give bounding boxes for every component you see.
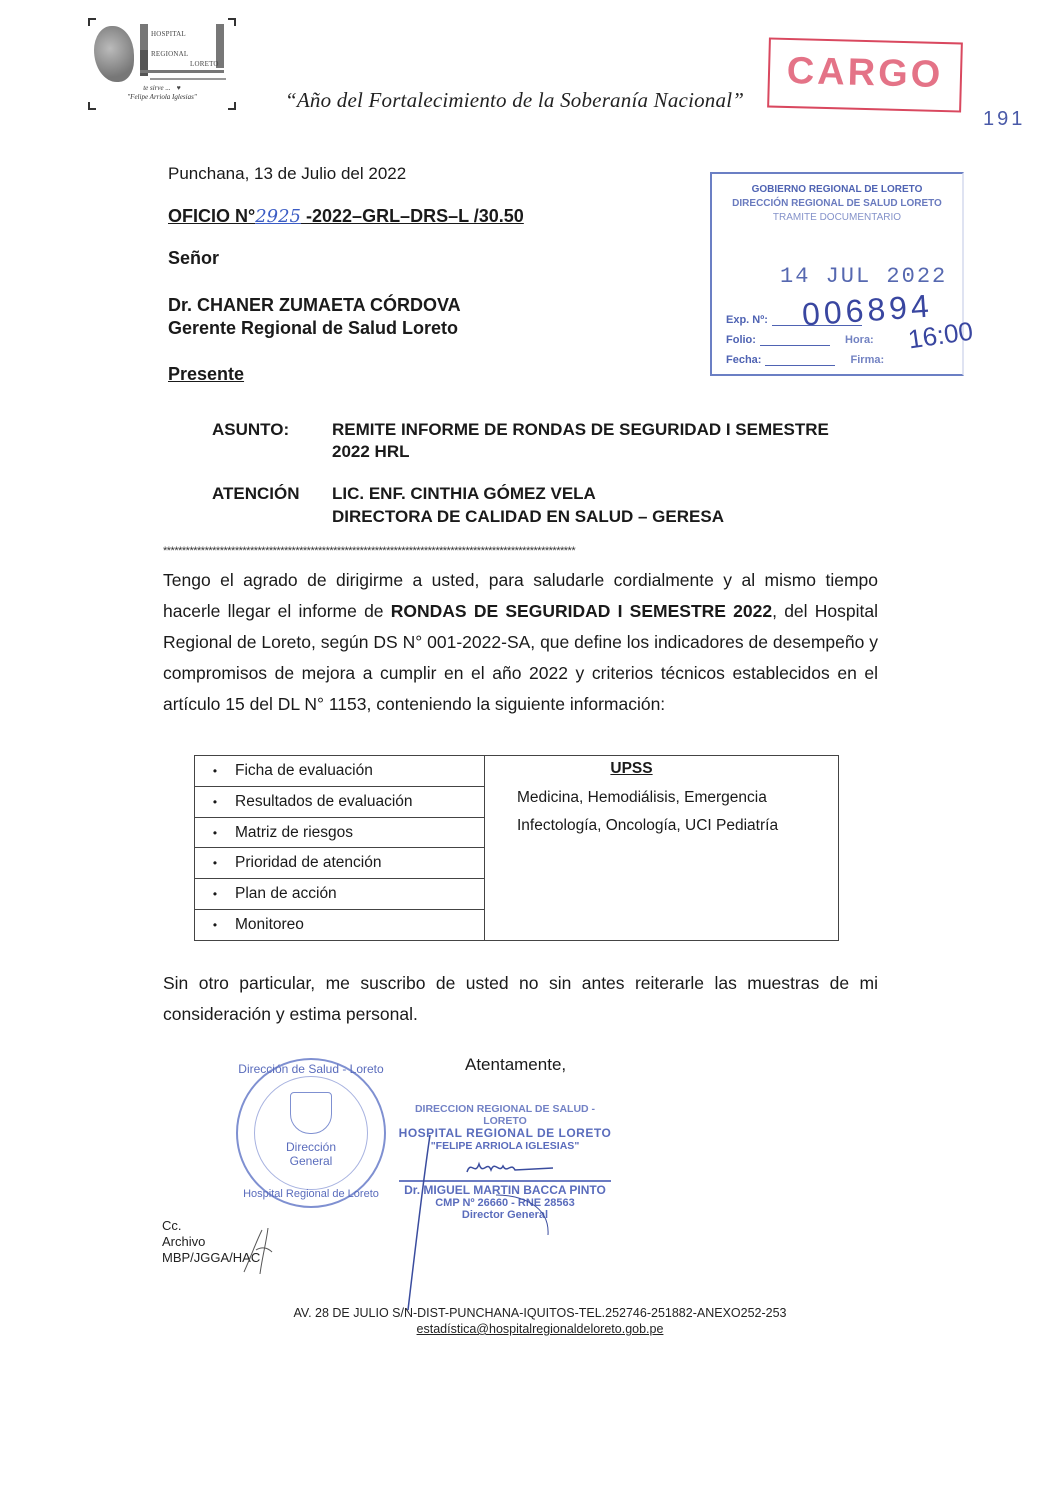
signature-stamp-line1: DIRECCION REGIONAL DE SALUD - LORETO <box>414 1103 596 1127</box>
cargo-stamp-text: CARGO <box>786 49 944 97</box>
logo-text: LORETO <box>190 60 219 68</box>
body-paragraph <box>163 565 878 720</box>
bullet-icon: • <box>212 856 218 871</box>
oficio-number-handwritten: 2925 <box>255 206 302 227</box>
exp-row <box>726 314 862 326</box>
reception-stamp <box>710 172 975 376</box>
seal-arc-bottom: Hospital Regional de Loreto <box>243 1188 379 1200</box>
body-text-part1: Tengo el agrado de dirigirme a usted, para saludarle cordialmente y al mismo tiempo hacerle llegar el informe de <box>163 570 878 621</box>
list-item-label: Plan de acción <box>235 885 337 903</box>
cc-label: Cc. <box>162 1218 182 1233</box>
asunto-label: ASUNTO: <box>212 420 290 439</box>
hora-label: Hora: <box>845 334 874 346</box>
oficio-prefix: OFICIO N° <box>168 206 256 226</box>
list-item <box>195 787 484 818</box>
contents-table <box>194 755 839 941</box>
bullet-icon: • <box>212 887 218 902</box>
initials-scribble-icon <box>238 1228 278 1278</box>
logo-text: REGIONAL <box>151 50 189 58</box>
list-item-label: Ficha de evaluación <box>235 761 373 779</box>
reception-stamp-line3: TRAMITE DOCUMENTARIO <box>772 212 902 223</box>
signature-stamp-line3: "FELIPE ARRIOLA IGLESIAS" <box>430 1140 580 1152</box>
reception-stamp-line2: DIRECCIÓN REGIONAL DE SALUD LORETO <box>732 198 942 209</box>
coat-of-arms-icon <box>290 1092 332 1134</box>
seal-arc-top: Dirección de Salud - Loreto <box>238 1062 384 1076</box>
fecha-label: Fecha: <box>726 354 762 366</box>
separator-line: ************************************************************************************************************* <box>163 545 576 557</box>
list-item <box>195 818 484 849</box>
upss-line: Medicina, Hemodiálisis, Emergencia <box>517 789 767 806</box>
logo-corner <box>228 102 236 110</box>
oficio-reference <box>168 205 524 228</box>
upss-header: UPSS <box>610 760 653 777</box>
place-date: Punchana, 13 de Julio del 2022 <box>168 164 407 183</box>
list-item <box>195 910 484 940</box>
salutation: Señor <box>168 248 220 268</box>
recipient-name: Dr. CHANER ZUMAETA CÓRDOVA <box>168 295 461 315</box>
cargo-stamp <box>767 37 963 112</box>
official-round-seal <box>236 1058 386 1208</box>
bullet-icon: • <box>212 763 218 778</box>
heart-icon: ♥ <box>176 84 181 92</box>
footer-email-link[interactable]: estadística@hospitalregionaldeloreto.gob.pe <box>416 1322 664 1336</box>
logo-corner <box>88 102 96 110</box>
logo-hrl-mark <box>140 24 226 80</box>
oficio-suffix: -2022–GRL–DRS–L /30.50 <box>301 206 524 226</box>
asunto-line2: 2022 HRL <box>332 442 410 461</box>
hora-value: 16:00 <box>906 315 975 355</box>
list-item <box>195 848 484 879</box>
exp-label: Exp. Nº: <box>726 314 768 326</box>
footer <box>0 1305 1058 1337</box>
presente-label: Presente <box>168 364 245 384</box>
reception-stamp-line1: GOBIERNO REGIONAL DE LORETO <box>751 184 923 195</box>
body-text-part2: , del Hospital Regional de Loreto, según DS N° 001-2022-SA, que define los indicadores de desempeño y compromisos de mejora a cumplir en el año 2022 y criterios técnicos establecidos en el artículo 15 del DL N° 1153, conteniendo la siguiente información: <box>163 601 878 714</box>
folio-label: Folio: <box>726 334 756 346</box>
atencion-block <box>212 483 596 505</box>
list-item <box>195 879 484 910</box>
body-text-bold: RONDAS DE SEGURIDAD I SEMESTRE 2022 <box>390 601 773 621</box>
folio-row <box>726 334 874 346</box>
fecha-row <box>726 354 884 366</box>
bullet-icon: • <box>212 918 218 933</box>
logo-corner <box>88 18 96 26</box>
cc-archive: Archivo <box>162 1234 206 1249</box>
footer-address: AV. 28 DE JULIO S/N-DIST-PUNCHANA-IQUITOS-TEL.252746-251882-ANEXO252-253 <box>293 1306 787 1320</box>
upss-cell <box>485 756 838 940</box>
seal-center-line1: Dirección <box>285 1140 336 1154</box>
reception-date: 14 JUL 2022 <box>780 264 948 289</box>
expediente-number: 006894 <box>800 287 934 333</box>
atencion-line1: LIC. ENF. CINTHIA GÓMEZ VELA <box>332 484 596 503</box>
closing-paragraph: Sin otro particular, me suscribo de usted no sin antes reiterarle las muestras de mi consideración y estima personal. <box>163 973 878 1024</box>
recipient-title: Gerente Regional de Salud Loreto <box>168 318 459 338</box>
signer-name: Dr. MIGUEL MARTIN BACCA PINTO <box>404 1183 606 1197</box>
list-item-label: Monitoreo <box>235 916 304 934</box>
atencion-line2: DIRECTORA DE CALIDAD EN SALUD – GERESA <box>332 507 724 526</box>
cc-initials: MBP/JGGA/HAC <box>162 1250 261 1265</box>
list-item-label: Matriz de riesgos <box>235 823 354 841</box>
signer-credentials: CMP Nº 26660 - RNE 28563 <box>435 1197 575 1209</box>
seal-center-line2: General <box>289 1154 333 1168</box>
list-item-label: Resultados de evaluación <box>235 792 413 810</box>
signer-role: Director General <box>461 1209 549 1221</box>
list-item-label: Prioridad de atención <box>235 854 382 872</box>
asunto-block <box>212 419 829 441</box>
pen-stroke-icon <box>400 1135 560 1315</box>
logo-motto-text: te sirve ... <box>143 84 171 92</box>
asunto-line1: REMITE INFORME DE RONDAS DE SEGURIDAD I SEMESTRE <box>332 420 829 439</box>
folio-number: 191 <box>983 108 1026 130</box>
upss-line: Infectología, Oncología, UCI Pediatría <box>517 817 779 834</box>
sign-off: Atentamente, <box>465 1055 567 1074</box>
atencion-label: ATENCIÓN <box>212 484 300 503</box>
contents-list <box>195 756 485 940</box>
year-slogan: “Año del Fortalecimiento de la Soberanía Nacional” <box>285 88 745 112</box>
hospital-logo <box>88 18 236 110</box>
firma-label: Firma: <box>850 354 885 366</box>
bullet-icon: • <box>212 794 218 809</box>
logo-motto-name: "Felipe Arriola Iglesias" <box>127 93 197 101</box>
signature-stamp-line2: HOSPITAL REGIONAL DE LORETO <box>398 1126 612 1140</box>
logo-emblem-icon <box>94 26 134 82</box>
logo-motto <box>88 84 236 102</box>
bullet-icon: • <box>212 825 218 840</box>
logo-text: HOSPITAL <box>151 30 186 38</box>
logo-corner <box>228 18 236 26</box>
